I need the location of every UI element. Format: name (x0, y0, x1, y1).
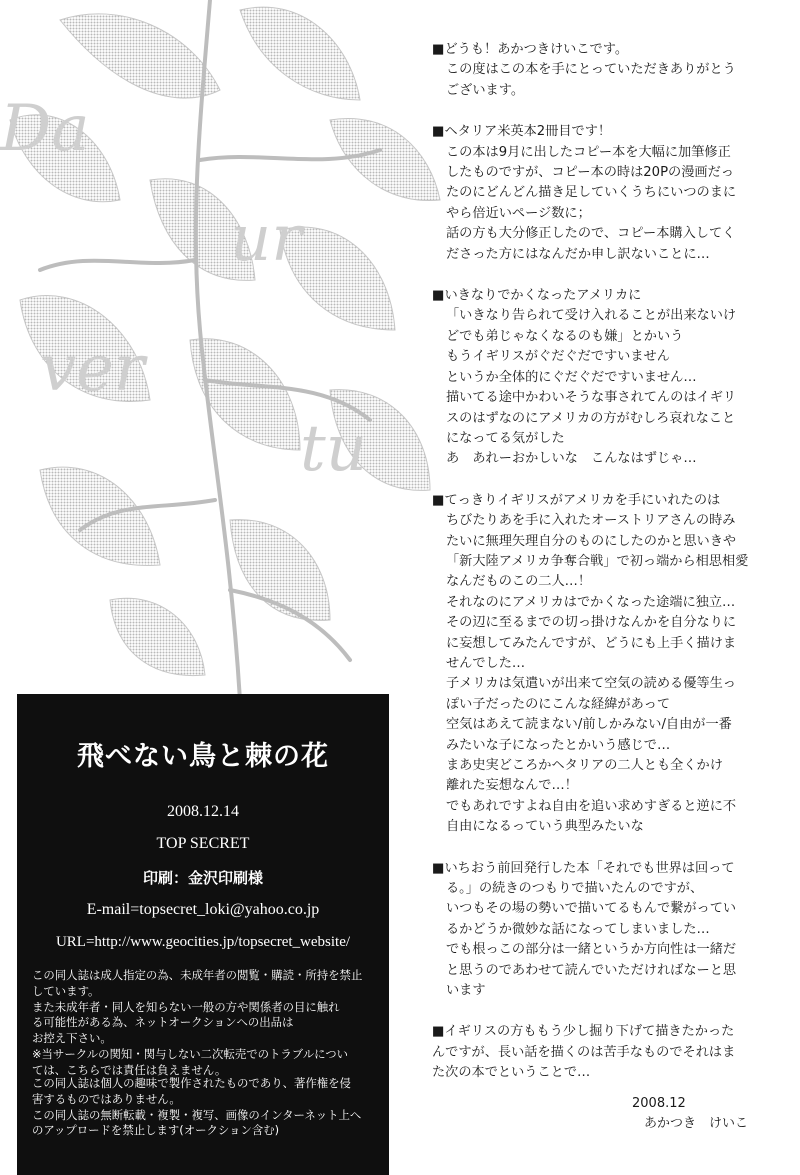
rose-branch-illustration (0, 0, 470, 700)
website-url: URL=http://www.geocities.jp/topsecret_website/ (55, 934, 351, 950)
svg-text:ver: ver (40, 332, 145, 406)
afterword-section-america (432, 286, 777, 470)
section-heading: ■どうも！あかつきけいこです。 (432, 42, 629, 57)
section-body: 「いきなり告られて受け入れることが出来ないけ どでも弟じゃなくなるのも嫌」とかいう もうイギリスがぐだぐだですいません というか全体的にぐだぐだですいません… 描いてる途中かわいそうな事されてんのはイギリ スのはずなのにアメリカの方がむしろ哀れなこと になってる気がした あ あれーおかしいな こんなはずじゃ… (446, 308, 737, 467)
signoff-author: あかつき けいこ (644, 1116, 749, 1131)
copyright-notice: この同人誌は個人の趣味で製作されたものであり、著作権を侵 害するものではありません。 この同人誌の無断転載・複製・複写、画像のインターネット上へ のアップロードを禁止します(オークション含む) (32, 1076, 362, 1138)
section-body: この度はこの本を手にとっていただきありがとう ございます。 (446, 62, 736, 98)
section-heading: ■イギリスの方ももう少し掘り下げて描きたかった (432, 1024, 735, 1040)
svg-text:ur: ur (230, 202, 302, 276)
afterword-section-previous-book (432, 859, 777, 1002)
afterword-section-second-book (432, 122, 777, 265)
section-heading: ■いちおう前回発行した本「それでも世界は回って (432, 860, 735, 876)
svg-text:tu: tu (300, 412, 367, 486)
book-title: 飛べない鳥と棘の花 (77, 741, 329, 772)
section-body: この本は9月に出したコピー本を大幅に加筆修正 したものですが、コピー本の時は20Pの漫画だっ たのにどんどん描き足していくうちにいつのまに やら倍近いページ数に； 話の方も大分修正したので、コピー本購入してく ださった方にはなんだか申し訳ないことに… (446, 144, 737, 262)
afterword (432, 40, 777, 1105)
circle-name: TOP SECRET (156, 835, 250, 852)
colophon-panel (17, 694, 389, 1175)
signoff-date: 2008.12 (632, 1096, 686, 1111)
svg-text:Da: Da (0, 92, 90, 166)
section-heading: ■ヘタリア米英本2冊目です！ (432, 124, 612, 140)
afterword-section-next-book (432, 1022, 777, 1083)
section-body: る。」の続きのつもりで描いたんのですが、 いつもその場の勢いで描いてるもんで繋がってい るかどうか微妙な話になってしまいました… でも根っこの部分は一緒というか方向性は一緒だ と思うのであわせて読んでいただければなーと思 います (446, 881, 737, 999)
publication-date: 2008.12.14 (167, 803, 239, 820)
afterword-section-england (432, 491, 777, 838)
age-restriction-notice: この同人誌は成人指定の為、未成年者の閲覧・購読・所持を禁止 しています。 また未成年者・同人を知らない一般の方や関係者の目に触れ る可能性がある為、ネットオークションへの出品は お控え下さい。 ※当サークルの関知・関与しない二次転売でのトラブルについ ては、こちらでは責任は負えません。 (32, 968, 363, 1077)
section-heading: ■いきなりでかくなったアメリカに (432, 288, 642, 304)
section-heading: ■てっきりイギリスがアメリカを手にいれたのは (432, 492, 721, 508)
printer: 印刷：金沢印刷様 (142, 869, 263, 887)
section-body: んですが、長い話を描くのは苦手なものでそれはま た次の本でということで… (432, 1044, 736, 1081)
section-body: ちびたりあを手に入れたオーストリアさんの時み たいに無理矢理自分のものにしたのかと思いきや 「新大陸アメリカ争奪合戦」で初っ端から相思相愛 なんだものこの二人…！ それなのにアメリカはでかくなった途端に独立… その辺に至るまでの切っ掛けなんかを自分なりに に妄想してみたんですが、どうにも上手く描けま せんでした… 子メリカは気遣いが出来て空気の読める優等生っ ぽい子だったのにこんな経緯があって 空気はあえて読まない/前しかみない/自由が一番 みたいな子になったとかいう感じで… まあ史実どころかヘタリアの二人とも全くかけ 離れた妄想なんで…！ でもあれですよね自由を追い求めすぎると逆に不 自由になるっていう典型みたいな (446, 513, 749, 835)
afterword-section-greeting (432, 40, 777, 101)
signoff (632, 1094, 748, 1134)
contact-email: E-mail=topsecret_loki@yahoo.co.jp (86, 901, 320, 918)
